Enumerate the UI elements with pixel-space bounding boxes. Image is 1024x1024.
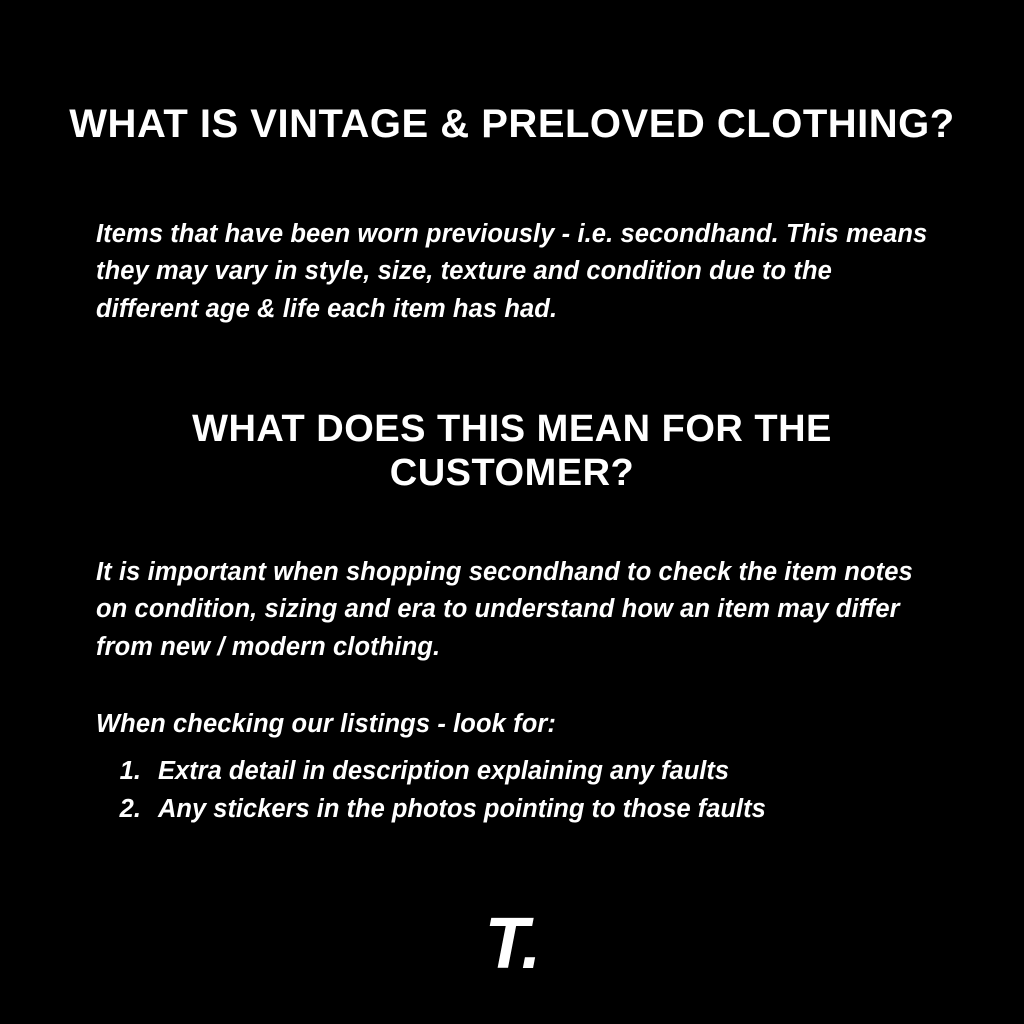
section-title-customer: WHAT DOES THIS MEAN FOR THE CUSTOMER? (192, 407, 832, 495)
definition-paragraph: Items that have been worn previously - i.e. secondhand. This means they may vary in style, size, texture and condition due to the different age & life each item has had. (96, 219, 928, 323)
brand-logo-mark: T. (484, 904, 540, 984)
checklist (96, 752, 988, 829)
brand-logo (0, 904, 1024, 984)
list-item: 2. Any stickers in the photos pointing to those faults (148, 790, 988, 828)
customer-advice-paragraph: It is important when shopping secondhand to check the item notes on condition, sizing and era to understand how an item may differ from new / modern clothing. (96, 557, 913, 661)
checklist-intro: When checking our listings - look for: (96, 709, 556, 738)
page-title: WHAT IS VINTAGE & PRELOVED CLOTHING? (69, 101, 955, 146)
list-item: 1. Extra detail in description explaining any faults (148, 752, 988, 790)
